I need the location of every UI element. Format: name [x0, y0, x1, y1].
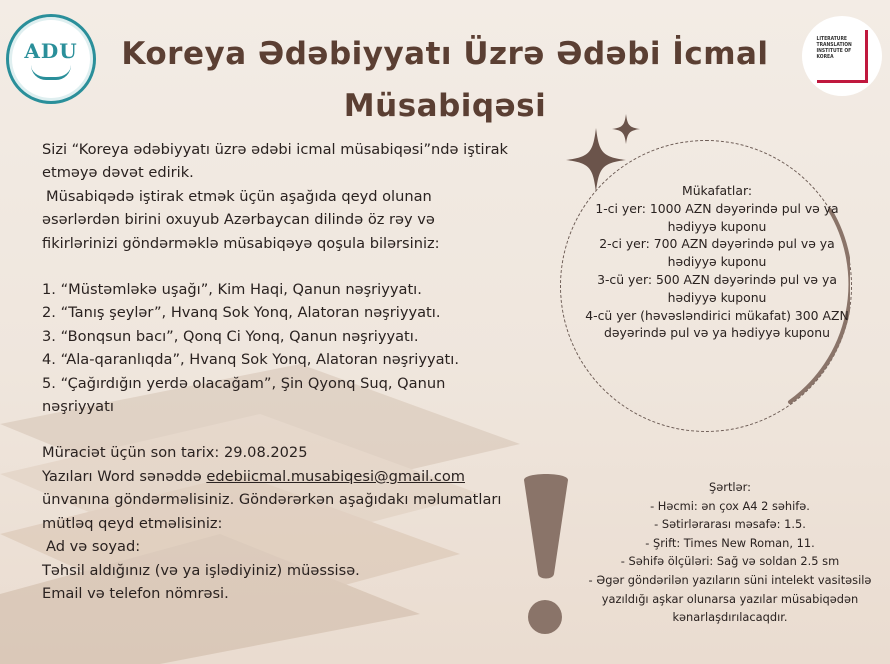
deadline: Müraciət üçün son tarix: 29.08.2025 [42, 444, 308, 462]
prize-item: 1-ci yer: 1000 AZN dəyərində pul və ya hədiyyə kuponu [595, 200, 839, 234]
sparkle-small-icon [612, 114, 640, 144]
title-line-2: Müsabiqəsi [343, 88, 547, 124]
term-item: - Həcmi: ən çox A4 2 səhifə. [650, 498, 810, 513]
term-item: - Sətirlərarası məsafə: 1.5. [654, 517, 806, 532]
term-item: - Şrift: Times New Roman, 11. [645, 535, 815, 550]
book-item: 2. “Tanış şeylər”, Hvanq Sok Yonq, Alatoran nəşriyyatı. [42, 304, 441, 322]
intro-paragraph-1: Sizi “Koreya ədəbiyyatı üzrə ədəbi icmal müsabiqəsi”ndə iştirak etməyə dəvət edirik. [42, 141, 508, 182]
page-title [100, 28, 790, 132]
send-instructions [42, 465, 512, 535]
send-suffix: ünvanına göndərməlisiniz. Göndərərkən aşağıdakı məlumatları mütləq qeyd etməlisiniz: [42, 491, 502, 532]
adu-logo-text: ADU [24, 38, 78, 63]
book-item: 4. “Ala-qaranlıqda”, Hvanq Sok Yonq, Alatoran nəşriyyatı. [42, 351, 459, 369]
book-icon [31, 65, 71, 80]
requirement-contact: Email və telefon nömrəsi. [42, 584, 229, 602]
book-item: 3. “Bonqsun bacı”, Qonq Ci Yonq, Qanun nəşriyyatı. [42, 327, 419, 345]
adu-logo [6, 14, 96, 104]
terms-section [580, 478, 880, 627]
prizes-section [580, 182, 854, 342]
book-item: 1. “Müstəmləkə uşağı”, Kim Haqi, Qanun nəşriyyatı. [42, 281, 422, 299]
intro-paragraph-2: Müsabiqədə iştirak etmək üçün aşağıda qeyd olunan əsərlərdən birini oxuyub Azərbaycan dilində öz rəy və fikirlərinizi göndərməklə müsabiqəyə qoşula bilərsiniz: [42, 187, 440, 252]
requirement-name: Ad və soyad: [46, 538, 141, 556]
requirement-institution: Təhsil aldığınız (və ya işlədiyiniz) müəssisə. [42, 561, 360, 579]
prize-item: 3-cü yer: 500 AZN dəyərində pul və ya hədiyyə kuponu [597, 271, 837, 305]
ltik-logo-mark [817, 30, 868, 83]
exclamation-icon [520, 470, 572, 580]
prize-item: 4-cü yer (həvəsləndirici mükafat) 300 AZN dəyərində pul və ya hədiyyə kuponu [585, 307, 849, 341]
prizes-heading: Mükafatlar: [682, 183, 752, 198]
terms-heading: Şərtlər: [709, 480, 751, 494]
send-prefix: Yazıları Word sənəddə [42, 467, 207, 485]
title-line-1: Koreya Ədəbiyyatı Üzrə Ədəbi İcmal [121, 36, 769, 72]
ltik-logo [802, 16, 882, 96]
term-item: - Səhifə ölçüləri: Sağ və soldan 2.5 sm [620, 554, 840, 569]
ltik-logo-text: LITERATURE TRANSLATION INSTITUTE OF KOREA [816, 35, 852, 60]
book-item: 5. “Çağırdığın yerdə olacağam”, Şin Qyonq Suq, Qanun nəşriyyatı [42, 374, 446, 416]
prize-item: 2-ci yer: 700 AZN dəyərində pul və ya hədiyyə kuponu [599, 236, 835, 270]
term-item: - Əgər göndərilən yazıların süni intelekt vasitəsilə yazıldığı aşkar olunarsa yazılar müsabiqədən kənarlaşdırılacaqdır. [588, 572, 872, 625]
intro-text [42, 138, 512, 605]
exclamation-dot-icon [528, 600, 562, 634]
email-link[interactable]: edebiicmal.musabiqesi@gmail.com [206, 467, 465, 485]
